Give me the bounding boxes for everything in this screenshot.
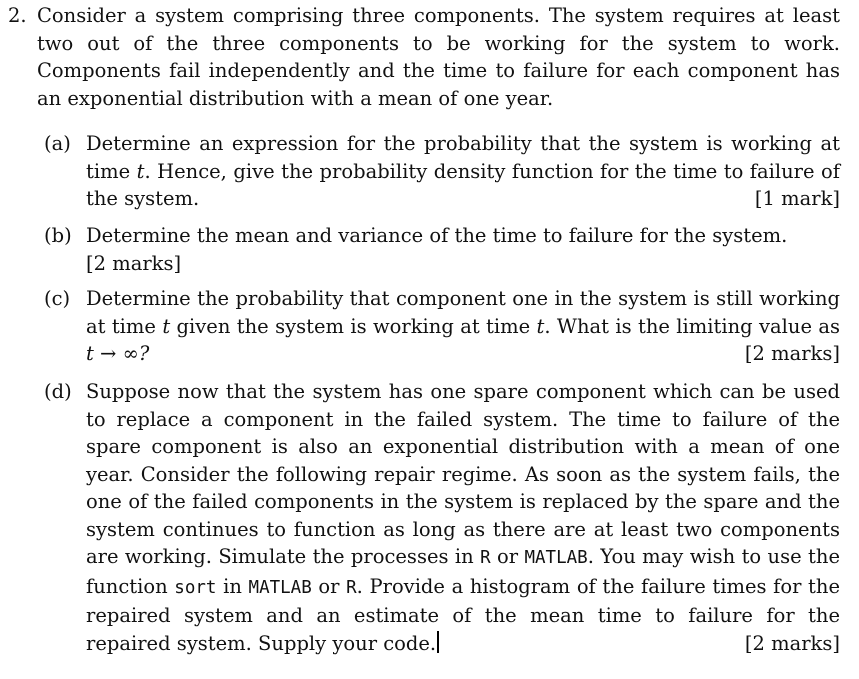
part-d-code-r-2: R (346, 577, 357, 598)
part-d-code-matlab-1: MATLAB (524, 548, 588, 568)
part-d-label: (d) (44, 380, 72, 403)
part-b-mark: [2 marks] (86, 251, 182, 275)
text-cursor (437, 631, 439, 653)
part-b-label: (b) (44, 224, 72, 247)
question-number: 2. (8, 4, 27, 27)
part-b (44, 222, 840, 277)
question-intro (8, 2, 840, 110)
part-d-text-6: . Provide a histogram of the failure times for the repaired system and an estimate of the mean time to failure for the repaired system. Supply your code. (86, 574, 840, 655)
part-c-mark: [2 marks] (744, 342, 840, 365)
part-b-text-body: Determine the mean and variance of the time to failure for the system. (86, 224, 788, 247)
part-a-text-1: Determine an expression for the probability that the system is working at time (86, 132, 840, 183)
part-d (44, 378, 840, 657)
part-d-text-5: or (311, 574, 347, 598)
part-a (44, 130, 840, 213)
part-c-text-3: . What is the limiting value as (544, 314, 840, 338)
part-d-code-r-1: R (480, 548, 491, 568)
part-a-text-2: . Hence, give the probability density function for the time to failure of the system. (86, 159, 840, 210)
part-c-text (86, 285, 840, 368)
part-d-code-sort: sort (174, 577, 217, 598)
part-a-mark: [1 mark] (754, 187, 840, 210)
part-c-limit-expression: t → ∞? (86, 342, 150, 365)
part-a-label: (a) (44, 132, 71, 155)
part-a-var-t: t (136, 159, 145, 183)
part-d-mark: [2 marks] (744, 631, 840, 655)
part-c-text-1: Determine the probability that component one in the system is still working at time (86, 287, 840, 338)
part-c-label: (c) (44, 287, 71, 310)
part-c-var-t-2: t (536, 314, 545, 338)
part-d-code-matlab-2: MATLAB (248, 577, 312, 598)
part-c-text-2: given the system is working at time (170, 314, 537, 338)
part-c-var-t-1: t (162, 314, 171, 338)
part-d-text-4: in (216, 574, 249, 598)
part-d-text-1: Suppose now that the system has one spare component which can be used to replace a component in the failed system. The time to failure of the spare component is also an exponential distribution with a mean of one year. Consider the following repair regime. As soon as the system fails, the one of the failed components in the system is replaced by the spare and the system continues to function as long as there are at least two components are working. Simulate the processes in (86, 380, 840, 568)
part-c (44, 285, 840, 368)
question-intro-text: Consider a system comprising three components. The system requires at least two out of the three components to be working for the system to work. Components fail independently and the time to failure for each component has an exponential distribution with a mean of one year. (37, 4, 840, 110)
part-d-text-3: . You may wish to use the function (86, 545, 840, 598)
part-a-text (86, 130, 840, 213)
part-d-text-2: or (490, 545, 525, 568)
part-d-text (86, 378, 840, 657)
part-b-text (86, 222, 840, 277)
